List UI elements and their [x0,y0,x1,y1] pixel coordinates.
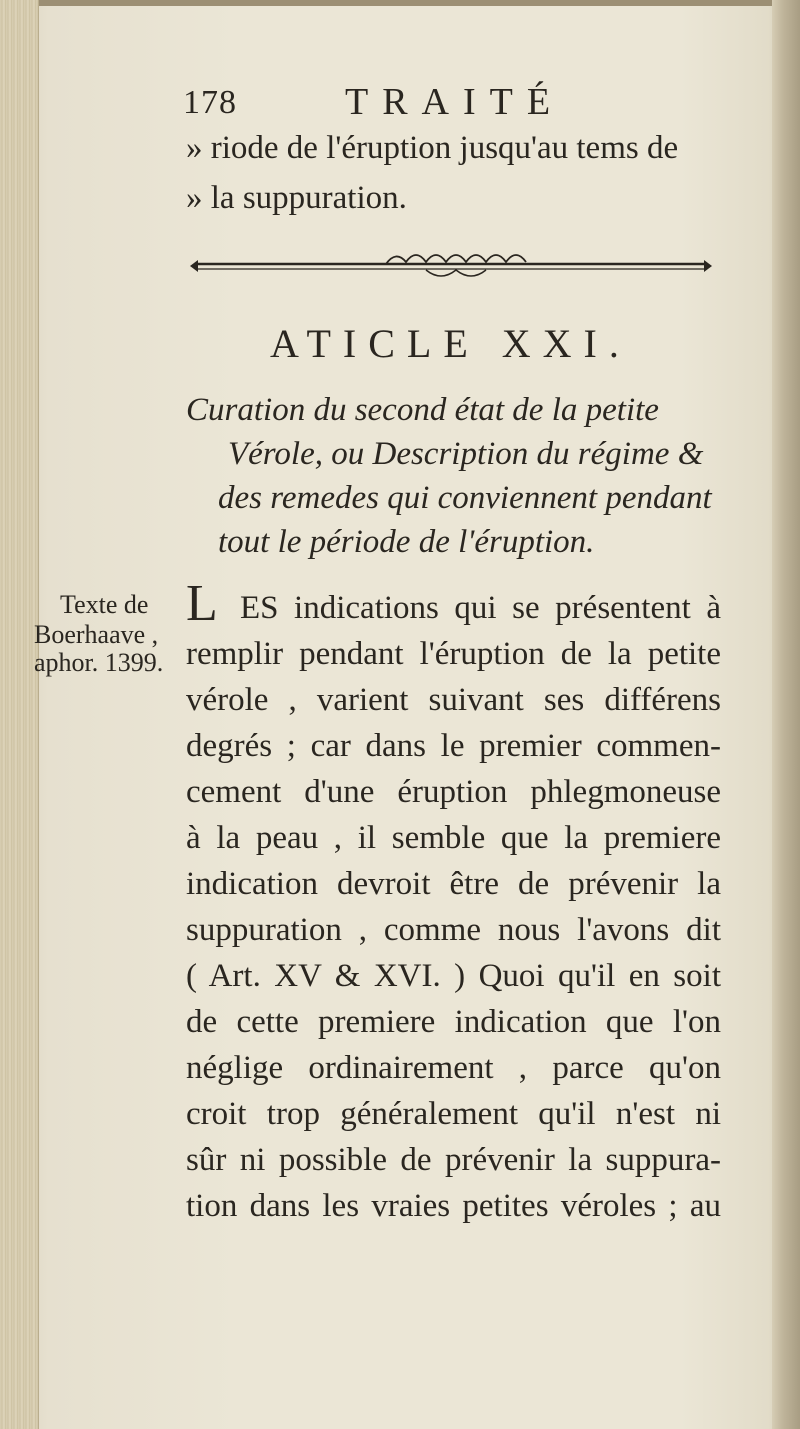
margin-note-line: Texte de [60,590,149,619]
drop-cap: L [186,575,218,632]
body-line: à la peau , il semble que la premiere [186,820,721,856]
article-subtitle-line: tout le période de l'éruption. [218,524,595,560]
body-line: degrés ; car dans le premier commen- [186,728,721,764]
body-line: ( Art. XV & XVI. ) Quoi qu'il en soit [186,958,721,994]
page-number: 178 [183,84,237,121]
article-subtitle-line: Vérole, ou Description du régime & [228,436,704,472]
margin-note-line: Boerhaave , [34,620,159,649]
continuation-line: » riode de l'éruption jusqu'au tems de [186,130,679,166]
body-line: remplir pendant l'éruption de la petite [186,636,721,672]
ornament-divider-icon [186,250,716,282]
body-line: suppuration , comme nous l'avons dit [186,912,721,948]
article-subtitle-line: des remedes qui conviennent pendant [218,480,712,516]
page-top-edge [0,0,800,6]
article-subtitle-line: Curation du second état de la petite [186,392,659,428]
body-line: néglige ordinairement , parce qu'on [186,1050,721,1086]
page-binding-left [0,0,39,1429]
body-line: vérole , varient suivant ses différens [186,682,721,718]
body-line: indication devroit être de prévenir la [186,866,721,902]
continuation-line: » la suppuration. [186,180,407,216]
margin-note-line: aphor. 1399. [34,648,164,677]
page-binding-right [772,0,800,1429]
body-first-line: ES indications qui se présentent à [240,590,721,626]
body-line: tion dans les vraies petites véroles ; au [186,1188,721,1224]
body-line: cement d'une éruption phlegmoneuse [186,774,721,810]
running-title: TRAITÉ [345,81,565,123]
body-line: croit trop généralement qu'il n'est ni [186,1096,721,1132]
article-title: ATICLE XXI. [270,321,631,366]
body-line: de cette premiere indication que l'on [186,1004,721,1040]
body-line: sûr ni possible de prévenir la suppura- [186,1142,721,1178]
